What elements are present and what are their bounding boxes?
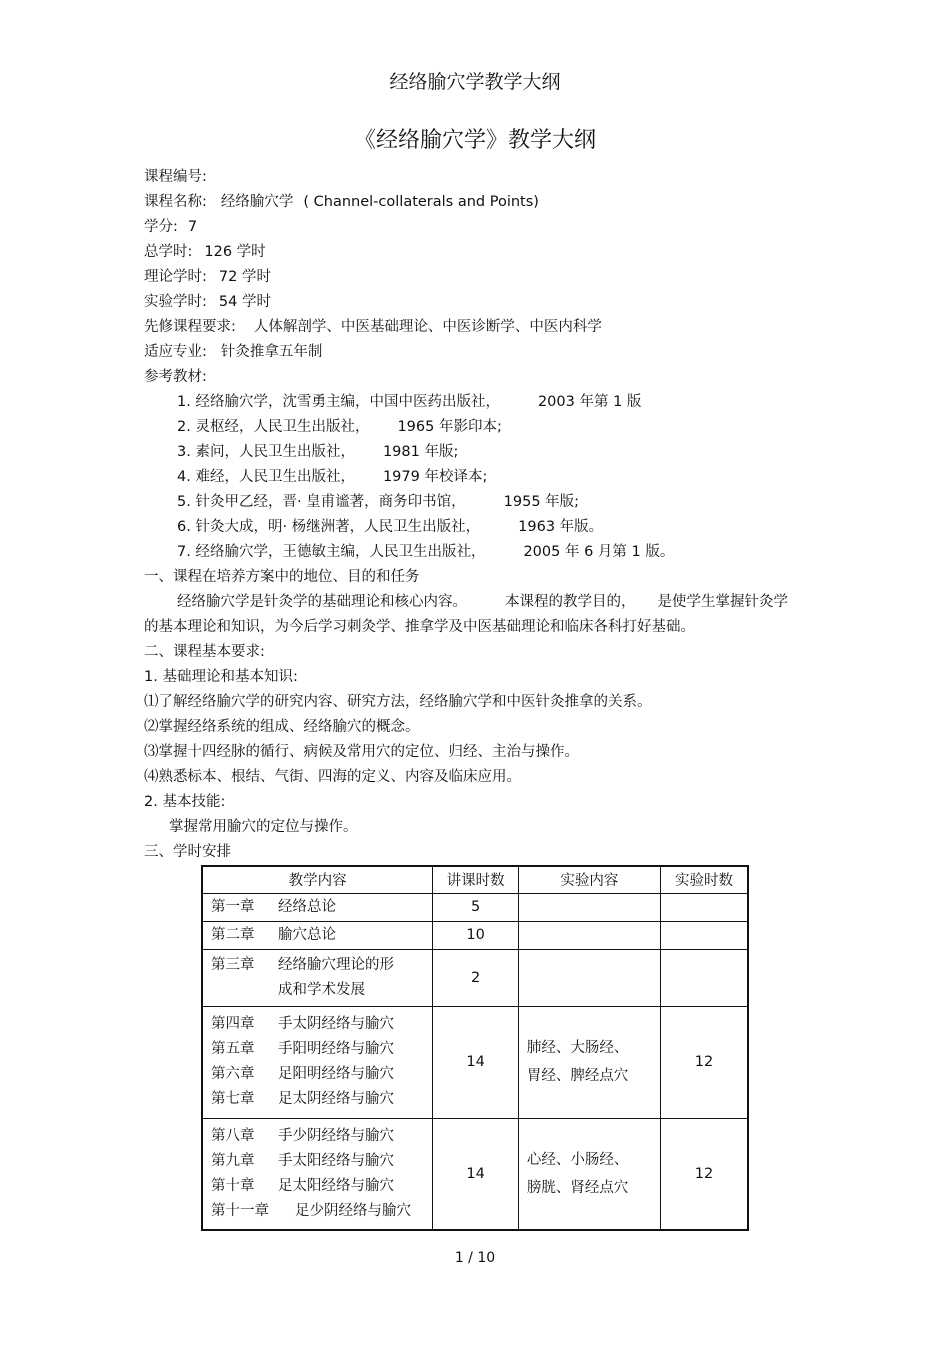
content-cell: 第二章 腧穴总论 (202, 921, 433, 949)
course-name-label: 课程名称: (144, 194, 207, 210)
lab-content-cell (518, 949, 660, 1006)
content-cell: 第三章 经络腧穴理论的形 成和学术发展 (202, 949, 433, 1006)
total-hours-label: 总学时: (144, 244, 193, 260)
course-name-value: 经络腧穴学 (220, 194, 294, 210)
section-heading: 三、学时安排 (144, 844, 231, 860)
theory-hours-line (144, 265, 824, 290)
major-value: 针灸推拿五年制 (220, 344, 323, 360)
total-hours-line (144, 240, 824, 265)
lab-hours-cell (660, 921, 748, 949)
lab-content-cell (518, 893, 660, 921)
lecture-hours-cell: 10 (433, 921, 519, 949)
reference-item: 6. 针灸大成，明· 杨继洲著，人民卫生出版社， 1963 年版。 (177, 519, 604, 535)
reference-item: 2. 灵枢经，人民卫生出版社， 1965 年影印本; (177, 419, 502, 435)
page-title: 经络腧穴学教学大纲 (389, 71, 561, 93)
table-row (202, 949, 748, 1006)
table-header-row (202, 866, 748, 893)
references-label: 参考教材: (144, 369, 207, 385)
lab-content-cell (518, 921, 660, 949)
course-code-line (144, 165, 824, 190)
prerequisite-label: 先修课程要求: (144, 319, 236, 335)
reference-item: 1. 经络腧穴学，沈雪勇主编，中国中医药出版社， 2003 年第 1 版 (177, 394, 642, 410)
table-row (202, 1118, 748, 1230)
lab-content-cell: 肺经、大肠经、 胃经、脾经点穴 (518, 1006, 660, 1118)
lecture-hours-cell: 14 (433, 1118, 519, 1230)
header-cell: 教学内容 (202, 866, 433, 893)
requirement-item: ⑶掌握十四经脉的循行、病候及常用穴的定位、归经、主治与操作。 (144, 744, 579, 760)
lab-hours-cell: 12 (660, 1118, 748, 1230)
lab-hours-line (144, 290, 824, 315)
major-label: 适应专业: (144, 344, 207, 360)
total-hours-value: 126 学时 (204, 244, 266, 260)
requirement-item: ⑴了解经络腧穴学的研究内容、研究方法，经络腧穴学和中医针灸推拿的关系。 (144, 694, 652, 710)
requirement-item: ⑷熟悉标本、根结、气街、四海的定义、内容及临床应用。 (144, 769, 521, 785)
section-heading: 二、课程基本要求: (144, 644, 265, 660)
lab-hours-cell (660, 949, 748, 1006)
paragraph-line: 的基本理论和知识，为今后学习刺灸学、推拿学及中医基础理论和临床各科打好基础。 (144, 619, 695, 635)
theory-hours-label: 理论学时: (144, 269, 207, 285)
content-cell: 第八章 手少阴经络与腧穴 第九章 手太阳经络与腧穴 第十章 足太阳经络与腧穴 第十一章 足少阴经络与腧穴 (202, 1118, 433, 1230)
credit-line (144, 215, 824, 240)
header-cell: 讲课时数 (433, 866, 519, 893)
lecture-hours-cell: 5 (433, 893, 519, 921)
document-title: 《经络腧穴学》教学大纲 (353, 128, 596, 153)
requirement-item: ⑵掌握经络系统的组成、经络腧穴的概念。 (144, 719, 420, 735)
theory-hours-value: 72 学时 (218, 269, 271, 285)
schedule-table (201, 865, 749, 1231)
header-cell: 实验时数 (660, 866, 748, 893)
reference-item: 5. 针灸甲乙经，晋· 皇甫谧著，商务印书馆， 1955 年版; (177, 494, 580, 510)
reference-item: 3. 素问，人民卫生出版社， 1981 年版; (177, 444, 459, 460)
credit-value: 7 (187, 219, 198, 235)
lab-hours-cell: 12 (660, 1006, 748, 1118)
major-line (144, 340, 824, 365)
lab-hours-cell (660, 893, 748, 921)
course-name-english: ( Channel-collaterals and Points) (303, 194, 539, 210)
lab-hours-label: 实验学时: (144, 294, 207, 310)
table-row (202, 921, 748, 949)
page-number: 1 / 10 (454, 1250, 496, 1266)
lab-content-cell: 心经、小肠经、 膀胱、肾经点穴 (518, 1118, 660, 1230)
subsection-heading: 2. 基本技能: (144, 794, 226, 810)
course-code-label: 课程编号: (144, 169, 207, 185)
course-name-line (144, 190, 824, 215)
content-cell: 第四章 手太阴经络与腧穴 第五章 手阳明经络与腧穴 第六章 足阳明经络与腧穴 第七章 足太阴经络与腧穴 (202, 1006, 433, 1118)
credit-label: 学分: (144, 219, 178, 235)
subsection-heading: 1. 基础理论和基本知识: (144, 669, 298, 685)
prerequisite-line (144, 315, 824, 340)
reference-item: 7. 经络腧穴学，王德敏主编，人民卫生出版社， 2005 年 6 月第 1 版。 (177, 544, 675, 560)
lab-hours-value: 54 学时 (218, 294, 271, 310)
prerequisite-value: 人体解剖学、中医基础理论、中医诊断学、中医内科学 (253, 319, 602, 335)
header-cell: 实验内容 (518, 866, 660, 893)
table-row (202, 893, 748, 921)
section-heading: 一、课程在培养方案中的地位、目的和任务 (144, 569, 420, 585)
paragraph-line: 经络腧穴学是针灸学的基础理论和核心内容。 本课程的教学目的， 是使学生掌握针灸学 (177, 594, 788, 610)
reference-item: 4. 难经，人民卫生出版社， 1979 年校译本; (177, 469, 488, 485)
table-row (202, 1006, 748, 1118)
content-cell: 第一章 经络总论 (202, 893, 433, 921)
lecture-hours-cell: 2 (433, 949, 519, 1006)
skill-text: 掌握常用腧穴的定位与操作。 (169, 819, 358, 835)
lecture-hours-cell: 14 (433, 1006, 519, 1118)
syllabus-body (144, 165, 824, 865)
